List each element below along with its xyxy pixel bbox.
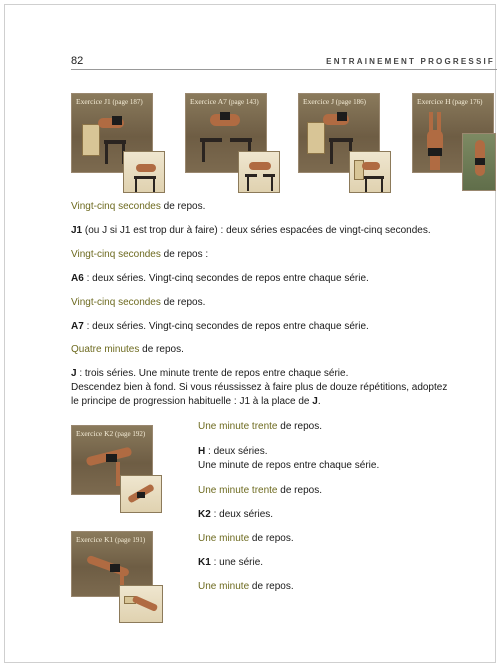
wall-board [307, 122, 325, 154]
athlete-shorts [106, 454, 117, 462]
wall-board [82, 124, 100, 156]
chair-leg [153, 179, 155, 192]
rest-line-3: Vingt-cinq secondes de repos. [71, 297, 206, 308]
athlete-shorts [475, 158, 485, 165]
athlete-shorts [337, 112, 347, 121]
chair-leg [271, 177, 273, 191]
athlete-figure [132, 595, 159, 612]
j-instruction-3: le principe de progression habituelle : J1 à la place de J. [71, 396, 321, 407]
rest-line-7: Une minute de repos. [198, 533, 294, 544]
rest-line-5: Une minute trente de repos. [198, 421, 322, 432]
h-instruction-2: Une minute de repos entre chaque série. [198, 460, 380, 471]
rest-line-1: Vingt-cinq secondes de repos. [71, 201, 206, 212]
rest-line-6: Une minute trente de repos. [198, 485, 322, 496]
a6-instruction: A6 : deux séries. Vingt-cinq secondes de repos entre chaque série. [71, 273, 369, 284]
exercise-j1-caption: Exercice J1 (page 187) [76, 97, 143, 106]
a7-instruction: A7 : deux séries. Vingt-cinq secondes de repos entre chaque série. [71, 321, 369, 332]
chair-leg [365, 179, 367, 192]
athlete-shorts [428, 148, 442, 156]
athlete-figure [362, 162, 380, 170]
j1-instruction: J1 (ou J si J1 est trop dur à faire) : deux séries espacées de vingt-cinq secondes. [71, 225, 431, 236]
book-page [4, 4, 496, 663]
exercise-h-caption: Exercice H (page 176) [417, 97, 483, 106]
header-rule [71, 69, 497, 70]
page-number: 82 [71, 55, 84, 67]
j-instruction-1: J : trois séries. Une minute trente de repos entre chaque série. [71, 368, 349, 379]
exercise-a7-detail-photo [238, 151, 280, 193]
chair [263, 174, 275, 177]
k1-instruction: K1 : une série. [198, 557, 264, 568]
exercise-k2-caption: Exercice K2 (page 192) [76, 429, 146, 438]
athlete-figure [249, 162, 271, 170]
k2-instruction: K2 : deux séries. [198, 509, 274, 520]
athlete-shorts [112, 116, 122, 125]
athlete-shorts [220, 112, 230, 120]
athlete-figure [136, 164, 156, 172]
exercise-j1-detail-photo [123, 151, 165, 193]
chair-leg [202, 142, 205, 162]
chair-leg [330, 142, 333, 164]
exercise-j-detail-photo [349, 151, 391, 193]
chair-leg [135, 179, 137, 192]
chair-leg [247, 177, 249, 191]
rest-line-8: Une minute de repos. [198, 581, 294, 592]
exercise-j-caption: Exercice J (page 186) [303, 97, 366, 106]
chair-leg [381, 179, 383, 192]
rest-line-4: Quatre minutes de repos. [71, 344, 184, 355]
exercise-k1-caption: Exercice K1 (page 191) [76, 535, 146, 544]
athlete-arms [429, 112, 433, 132]
athlete-shorts [110, 564, 120, 572]
exercise-k2-detail-photo [120, 475, 162, 513]
chair-leg [105, 144, 108, 164]
h-instruction-1: H : deux séries. [198, 446, 268, 457]
running-head: ENTRAINEMENT PROGRESSIF [326, 57, 495, 66]
athlete-legs [430, 156, 440, 170]
exercise-k1-detail-photo [119, 585, 163, 623]
athlete-arms [437, 112, 441, 132]
j-instruction-2: Descendez bien à fond. Si vous réussissez à faire plus de douze répétitions, adoptez [71, 382, 448, 393]
athlete-shorts [137, 492, 145, 498]
rest-line-2: Vingt-cinq secondes de repos : [71, 249, 209, 260]
exercise-h-detail-photo [462, 133, 496, 191]
exercise-a7-caption: Exercice A7 (page 143) [190, 97, 259, 106]
